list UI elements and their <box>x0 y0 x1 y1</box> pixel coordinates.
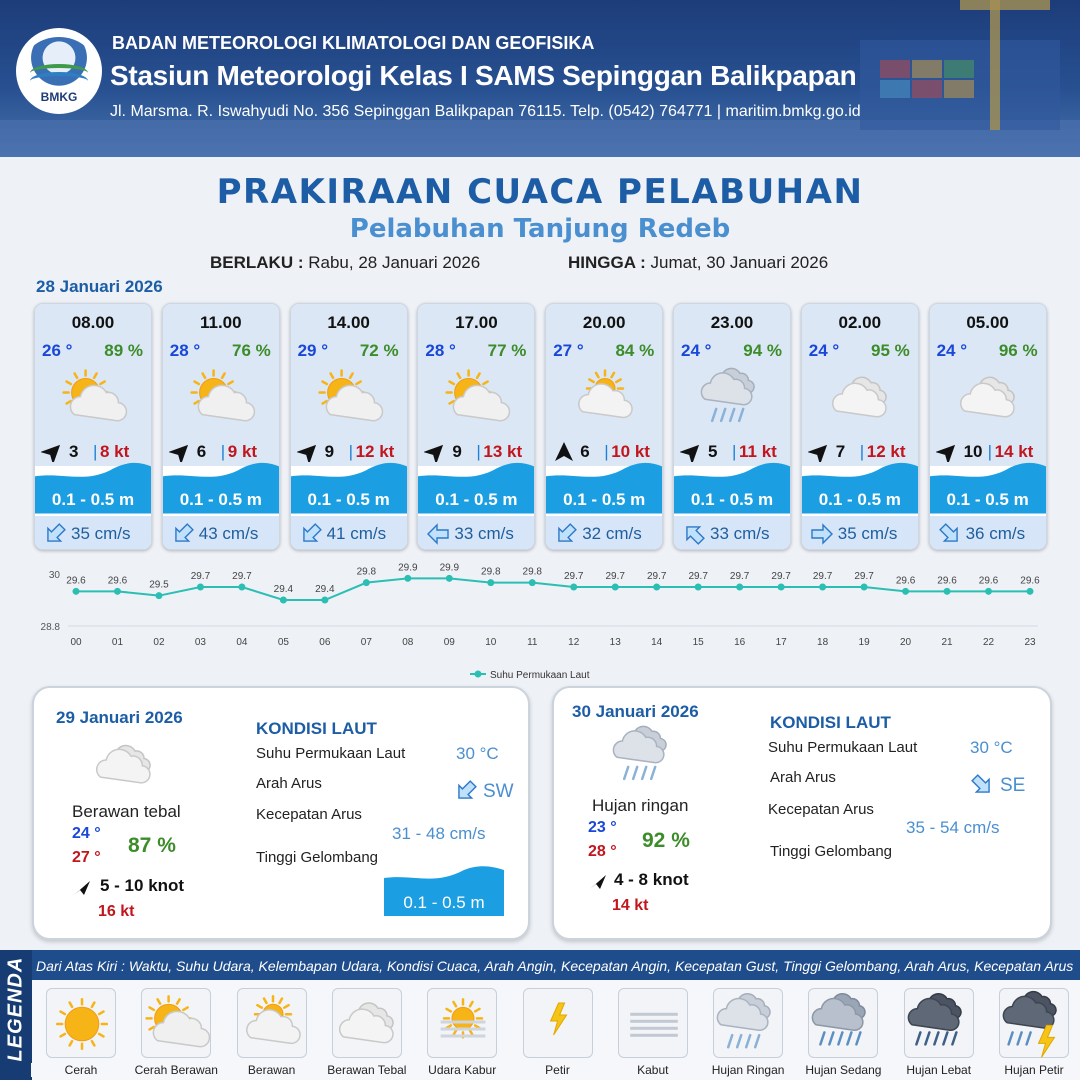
x-tick-label: 19 <box>858 637 870 648</box>
sst-point <box>155 592 162 599</box>
y-tick-label: 30 <box>48 570 60 581</box>
current-speed: 36 cm/s <box>965 524 1026 543</box>
wind-info: 6 | 9 kt <box>169 440 275 464</box>
wind-speed: 3 <box>69 442 79 461</box>
legend-label: Hujan Lebat <box>889 1063 989 1077</box>
day2-date: 29 Januari 2026 <box>56 708 183 727</box>
sst-data-label: 29.6 <box>66 575 86 587</box>
hujan-ringan-icon <box>714 989 784 1059</box>
current-info <box>930 516 1046 550</box>
hourly-card <box>801 303 919 550</box>
forecast-time: 23.00 <box>710 313 754 332</box>
sst-data-label: 29.7 <box>688 571 708 582</box>
cerah-icon <box>47 989 117 1059</box>
sst-point <box>321 597 328 604</box>
station-name: Stasiun Meteorologi Kelas I SAMS Sepinggan Balikpapan <box>110 60 857 91</box>
sst-point <box>778 584 785 591</box>
forecast-time: 20.00 <box>582 313 626 332</box>
sst-data-label: 29.8 <box>481 566 501 578</box>
wave-height: 0.1 - 0.5 m <box>563 490 646 509</box>
x-tick-label: 22 <box>982 637 995 648</box>
org-name: BADAN METEOROLOGI KLIMATOLOGI DAN GEOFISIKA <box>112 33 595 53</box>
day2-temp-max: 27 ° <box>72 849 101 866</box>
hourly-card <box>417 303 535 550</box>
x-tick-label: 07 <box>360 637 372 648</box>
x-tick-label: 16 <box>734 637 746 648</box>
sst-data-label: 29.7 <box>605 571 625 582</box>
day2-wave-label: Tinggi Gelombang <box>256 849 379 866</box>
legend-label: Hujan Sedang <box>793 1063 893 1077</box>
hourly-card <box>929 303 1047 550</box>
weather-icon <box>59 364 129 432</box>
sst-point <box>280 597 287 604</box>
sst-point <box>570 584 577 591</box>
x-tick-label: 08 <box>402 637 414 648</box>
sst-data-label: 29.7 <box>232 571 252 582</box>
day3-gust: 14 kt <box>612 897 649 914</box>
sst-data-label: 29.4 <box>315 584 335 595</box>
wind-direction-icon <box>424 442 448 462</box>
x-tick-label: 06 <box>319 637 331 648</box>
x-tick-label: 15 <box>692 637 704 648</box>
x-tick-label: 05 <box>277 637 289 648</box>
sst-data-label: 29.6 <box>107 575 128 587</box>
wind-info: 9 | 12 kt <box>297 440 403 464</box>
sst-data-label: 29.7 <box>729 571 750 582</box>
legend-icon-hujan-petir <box>999 988 1069 1058</box>
day2-current-speed-label: Kecepatan Arus <box>256 806 362 823</box>
day3-sst-label: Suhu Permukaan Laut <box>768 739 918 756</box>
sst-data-label: 29.6 <box>978 575 999 587</box>
x-tick-label: 03 <box>194 637 206 648</box>
sst-point <box>73 588 80 595</box>
hujan-petir-icon <box>1000 989 1070 1059</box>
current-info <box>674 516 790 550</box>
wind-gust: 11 kt <box>739 442 777 461</box>
day3-humidity: 92 % <box>642 829 690 852</box>
humidity: 77 % <box>487 341 527 360</box>
humidity: 94 % <box>743 341 782 360</box>
wind-gust: 13 kt <box>483 442 523 461</box>
day3-weather-desc: Hujan ringan <box>592 796 689 815</box>
current-info <box>802 516 918 550</box>
current-info <box>163 516 279 550</box>
weather-icon <box>442 364 512 432</box>
sst-data-label: 29.9 <box>439 562 460 574</box>
sst-point <box>653 584 660 591</box>
current-speed: 33 cm/s <box>454 524 514 543</box>
sst-data-label: 29.9 <box>398 562 418 574</box>
humidity: 76 % <box>232 341 271 360</box>
hujan-sedang-icon <box>809 989 879 1059</box>
wind-direction-icon <box>588 873 608 891</box>
x-tick-label: 11 <box>527 637 538 648</box>
wind-direction-icon <box>297 442 321 462</box>
sst-point <box>529 579 536 586</box>
sst-series-line <box>76 578 1030 600</box>
weather-icon <box>954 364 1024 432</box>
legend-note: Dari Atas Kiri : Waktu, Suhu Udara, Kelembapan Udara, Kondisi Cuaca, Arah Angin, Kecepatan Angin, Kecepatan Gust, Tinggi Gelombang, Arah Arus, Kecepatan Arus <box>36 958 1074 974</box>
x-tick-label: 10 <box>485 637 497 648</box>
current-direction-icon <box>171 523 195 545</box>
wind-info: 10 | 14 kt <box>936 440 1042 464</box>
weather-icon <box>187 364 257 432</box>
wind-info: 9 | 13 kt <box>424 440 530 464</box>
air-temperature: 24 ° <box>808 341 840 360</box>
current-arrow-se-icon <box>970 774 994 796</box>
current-speed: 43 cm/s <box>198 524 259 543</box>
legend-icon-cerah <box>46 988 116 1058</box>
day2-current-dir-label: Arah Arus <box>256 775 322 792</box>
y-tick-label: 28.8 <box>40 622 60 633</box>
wind-speed: 9 <box>324 442 335 461</box>
legend-icon-hujan-sedang <box>808 988 878 1058</box>
sst-data-label: 29.5 <box>149 579 169 591</box>
sst-point <box>736 584 743 591</box>
current-info <box>35 516 151 550</box>
sst-point <box>197 584 204 591</box>
legend-icon-berawan-tebal <box>332 988 402 1058</box>
valid-to-value: Jumat, 30 Januari 2026 <box>650 253 829 272</box>
legend-title: LEGENDA <box>4 956 27 1062</box>
kabut-icon <box>619 989 689 1059</box>
sst-data-label: 29.6 <box>1020 575 1040 587</box>
day3-temp-max: 28 ° <box>588 843 617 860</box>
day2-weather-desc: Berawan tebal <box>72 802 181 821</box>
x-tick-label: 01 <box>111 637 124 648</box>
day2-panel <box>32 686 530 940</box>
day2-wave-value: 0.1 - 0.5 m <box>403 893 485 912</box>
legend-icon-petir <box>523 988 593 1058</box>
hourly-card <box>673 303 791 550</box>
sst-point <box>612 584 619 591</box>
legend-label: Berawan Tebal <box>317 1063 417 1077</box>
sst-point <box>487 579 494 586</box>
wind-speed: 9 <box>452 442 462 461</box>
petir-icon <box>524 989 594 1059</box>
sst-point <box>114 588 121 595</box>
port-name: Pelabuhan Tanjung Redeb <box>349 214 731 244</box>
legend-label: Petir <box>508 1063 608 1077</box>
wind-speed: 7 <box>835 442 846 461</box>
x-tick-label: 17 <box>775 637 787 648</box>
day2-current-speed: 31 - 48 cm/s <box>392 824 486 843</box>
day2-current-dir: SW <box>483 781 514 802</box>
header-banner <box>0 0 1080 157</box>
air-temperature: 26 ° <box>42 341 73 360</box>
wind-speed: 5 <box>708 442 718 461</box>
x-tick-label: 04 <box>236 637 248 648</box>
day3-wind: 4 - 8 knot <box>614 870 689 889</box>
sst-point <box>985 588 992 595</box>
sst-point <box>902 588 909 595</box>
humidity: 95 % <box>871 341 910 360</box>
legend-label: Berawan <box>222 1063 322 1077</box>
sst-data-label: 29.7 <box>646 571 667 582</box>
x-tick-label: 20 <box>900 637 912 648</box>
legend-marker <box>475 671 482 678</box>
wave-height: 0.1 - 0.5 m <box>818 490 901 509</box>
current-direction-icon <box>426 523 450 545</box>
sst-data-label: 29.7 <box>771 571 791 582</box>
berawan-tebal-icon <box>333 989 403 1059</box>
air-temperature: 28 ° <box>425 341 456 360</box>
day3-current-dir: SE <box>1000 775 1026 796</box>
sst-data-label: 29.8 <box>522 566 542 578</box>
current-speed: 35 cm/s <box>837 524 898 543</box>
wind-direction-icon <box>72 879 92 897</box>
day3-sst-value: 30 °C <box>970 738 1013 757</box>
sst-data-label: 29.7 <box>854 571 874 582</box>
sst-chart <box>30 562 1060 682</box>
legend-icon-cerah-berawan <box>141 988 211 1058</box>
x-tick-label: 23 <box>1024 637 1036 648</box>
hourly-card <box>162 303 280 550</box>
hourly-card <box>290 303 408 550</box>
day2-humidity: 87 % <box>128 834 176 857</box>
sst-point <box>695 584 702 591</box>
x-tick-label: 18 <box>817 637 829 648</box>
udara-kabur-icon <box>428 989 498 1059</box>
sst-data-label: 29.7 <box>564 571 584 582</box>
forecast-time: 17.00 <box>455 313 498 332</box>
forecast-time: 08.00 <box>71 313 115 332</box>
legend-icon-kabut <box>618 988 688 1058</box>
air-temperature: 27 ° <box>553 341 584 360</box>
hourly-card <box>34 303 152 550</box>
wind-direction-icon <box>552 442 576 462</box>
day2-wind: 5 - 10 knot <box>100 876 185 895</box>
sst-data-label: 29.6 <box>937 575 957 587</box>
wind-direction-icon <box>808 442 832 462</box>
sst-data-label: 29.7 <box>190 571 211 582</box>
legend-label: Udara Kabur <box>412 1063 512 1077</box>
x-tick-label: 13 <box>609 637 621 648</box>
wave-height: 0.1 - 0.5 m <box>51 490 135 509</box>
weather-icon <box>698 364 768 432</box>
current-arrow-sw-icon <box>454 780 478 802</box>
page-title: PRAKIRAAN CUACA PELABUHAN <box>216 172 864 212</box>
current-info <box>546 516 662 550</box>
day2-temp-min: 24 ° <box>72 825 101 842</box>
x-tick-label: 02 <box>153 637 165 648</box>
current-direction-icon <box>299 523 323 545</box>
forecast-time: 11.00 <box>199 313 242 332</box>
sst-data-label: 29.7 <box>812 571 833 582</box>
valid-to-label: HINGGA : <box>568 253 646 272</box>
wind-info: 5 | 11 kt <box>680 440 786 464</box>
current-direction-icon <box>682 523 706 545</box>
wind-gust: 14 kt <box>994 442 1034 461</box>
day3-kondisi-title: KONDISI LAUT <box>770 713 891 732</box>
air-temperature: 24 ° <box>936 341 968 360</box>
wind-direction-icon <box>41 442 65 462</box>
weather-icon <box>315 364 385 432</box>
current-direction-icon <box>938 523 962 545</box>
current-direction-icon <box>43 523 67 545</box>
valid-from-value: Rabu, 28 Januari 2026 <box>308 253 481 272</box>
sst-point <box>1027 588 1034 595</box>
day2-sst-label: Suhu Permukaan Laut <box>256 745 406 762</box>
sst-point <box>819 584 826 591</box>
legend-label: Cerah <box>31 1063 131 1077</box>
wind-gust: 10 kt <box>611 442 650 461</box>
x-tick-label: 21 <box>941 637 953 648</box>
wind-direction-icon <box>169 442 193 462</box>
current-direction-icon <box>554 523 578 545</box>
wave-height: 0.1 - 0.5 m <box>690 490 774 509</box>
weather-icon <box>826 364 896 432</box>
sst-point <box>238 584 245 591</box>
sst-data-label: 29.4 <box>273 584 294 595</box>
day3-panel <box>552 686 1052 940</box>
humidity: 89 % <box>104 341 143 360</box>
humidity: 96 % <box>998 341 1038 360</box>
sst-data-label: 29.6 <box>895 575 916 587</box>
day3-current-dir-label: Arah Arus <box>770 769 836 786</box>
air-temperature: 29 ° <box>297 341 329 360</box>
sst-point <box>861 584 868 591</box>
current-speed: 35 cm/s <box>71 524 131 543</box>
sst-data-label: 29.8 <box>356 566 377 578</box>
day3-temp-min: 23 ° <box>588 819 617 836</box>
humidity: 72 % <box>359 341 399 360</box>
legend-icon-berawan <box>237 988 307 1058</box>
wind-gust: 8 kt <box>100 442 130 461</box>
wind-info: 6 | 10 kt <box>552 440 658 464</box>
legend <box>0 950 1080 1080</box>
day1-date: 28 Januari 2026 <box>36 277 163 296</box>
x-tick-label: 00 <box>70 637 82 648</box>
bmkg-logo: BMKG <box>16 28 102 114</box>
current-speed: 32 cm/s <box>582 524 642 543</box>
wind-info: 7 | 12 kt <box>808 440 914 464</box>
legend-icon-hujan-ringan <box>713 988 783 1058</box>
legend-icon-udara-kabur <box>427 988 497 1058</box>
x-tick-label: 12 <box>568 637 580 648</box>
valid-from-label: BERLAKU : <box>210 253 304 272</box>
legend-label: Hujan Petir <box>984 1063 1080 1077</box>
sst-point <box>944 588 951 595</box>
sst-point <box>404 575 411 582</box>
legend-label: Suhu Permukaan Laut <box>490 670 590 681</box>
day2-sst-value: 30 °C <box>456 744 499 763</box>
sst-point <box>446 575 453 582</box>
current-speed: 41 cm/s <box>326 524 387 543</box>
wind-gust: 12 kt <box>866 442 906 461</box>
humidity: 84 % <box>615 341 655 360</box>
x-tick-label: 14 <box>651 637 663 648</box>
day2-kondisi-title: KONDISI LAUT <box>256 719 377 738</box>
day3-current-speed: 35 - 54 cm/s <box>906 818 1000 837</box>
wind-speed: 10 <box>963 442 983 461</box>
legend-label: Hujan Ringan <box>698 1063 798 1077</box>
sst-point <box>363 579 370 586</box>
wind-gust: 12 kt <box>355 442 395 461</box>
hujan-lebat-icon <box>905 989 975 1059</box>
current-info <box>418 516 534 550</box>
valid-from <box>210 253 480 273</box>
legend-label: Kabut <box>603 1063 703 1077</box>
current-direction-icon <box>810 523 834 545</box>
light-rain-icon <box>610 722 680 790</box>
cerah-berawan-icon <box>142 989 212 1059</box>
wave-height: 0.1 - 0.5 m <box>946 490 1029 509</box>
berawan-icon <box>238 989 308 1059</box>
day3-current-speed-label: Kecepatan Arus <box>768 801 874 818</box>
legend-label: Cerah Berawan <box>126 1063 226 1077</box>
wave-height: 0.1 - 0.5 m <box>179 490 262 509</box>
wave-height: 0.1 - 0.5 m <box>435 490 518 509</box>
forecast-time: 14.00 <box>327 313 370 332</box>
legend-title-bar <box>0 950 32 1080</box>
forecast-time: 02.00 <box>838 313 882 332</box>
weather-icon <box>570 364 640 432</box>
current-speed: 33 cm/s <box>710 524 770 543</box>
x-tick-label: 09 <box>443 637 455 648</box>
wind-direction-icon <box>936 442 960 462</box>
wind-direction-icon <box>680 442 704 462</box>
day3-wave-label: Tinggi Gelombang <box>770 843 893 860</box>
air-temperature: 24 ° <box>681 341 712 360</box>
legend-icon-hujan-lebat <box>904 988 974 1058</box>
valid-to <box>568 253 828 273</box>
air-temperature: 28 ° <box>169 341 201 360</box>
hourly-card <box>545 303 663 550</box>
wind-speed: 6 <box>580 442 590 461</box>
overcast-cloud-icon <box>90 738 160 788</box>
current-info <box>291 516 407 550</box>
wind-speed: 6 <box>196 442 207 461</box>
wave-height: 0.1 - 0.5 m <box>307 490 390 509</box>
wind-info: 3 | 8 kt <box>41 440 147 464</box>
day2-gust: 16 kt <box>98 903 135 920</box>
forecast-time: 05.00 <box>966 313 1009 332</box>
day3-date: 30 Januari 2026 <box>572 702 699 721</box>
wind-gust: 9 kt <box>227 442 258 461</box>
station-address: Jl. Marsma. R. Iswahyudi No. 356 Sepinggan Balikpapan 76115. Telp. (0542) 764771 | maritim.bmkg.go.id <box>110 103 861 120</box>
